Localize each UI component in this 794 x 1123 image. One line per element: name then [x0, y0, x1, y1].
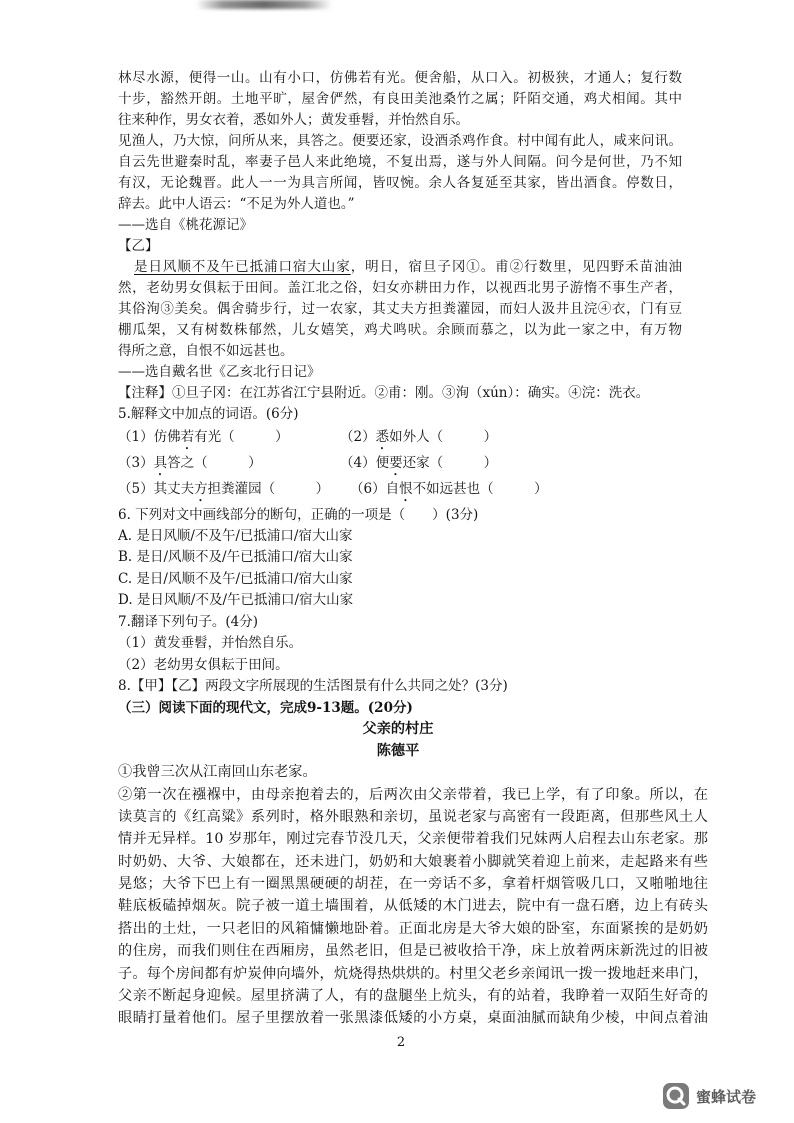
- passage-yi-line: 得所之意，自恨不如远甚也。: [118, 342, 294, 359]
- passage-yi-line: 其俗洵③美矣。偶舍骑步行，过一农家，其丈夫方担粪灌园，而妇人汲井且浣④衣，门有豆: [118, 300, 682, 317]
- article-title: 父亲的村庄: [362, 721, 434, 737]
- question-7-stem: 7.翻译下列句子。(4分): [118, 613, 259, 630]
- article-paragraph-2-line: 鞋底板磕掉烟灰。院子被一道土墙围着，从低矮的木门进去，院中有一盘石磨，边上有砖头: [118, 898, 708, 915]
- passage-jia-line: 辞去。此中人语云：“不足为外人道也。”: [118, 195, 355, 212]
- question-6-option-a: A. 是日风顺/不及午/已抵浦口/宿大山家: [118, 527, 353, 544]
- question-6-stem: 6. 下列对文中画线部分的断句，正确的一项是（ ）(3分): [118, 506, 479, 523]
- article-paragraph-2-line: 眼睛打量着他们。屋子里摆放着一张黑漆低矮的小方桌，桌面油腻而缺角少棱，中间点着油: [118, 1010, 708, 1027]
- question-5-item-1: （1）仿佛若有光（ ）: [118, 428, 289, 445]
- passage-yi-line: 然，老幼男女俱耘于田间。盖江北之俗，妇女亦耕田力作，以视西北男子游惰不事生产者，: [118, 279, 682, 296]
- passage-jia-line: 林尽水源，便得一山。山有小口，仿佛若有光。便舍船，从口入。初极狭，才通人；复行数: [118, 69, 682, 86]
- question-6-option-c: C. 是日/风顺不及午/已抵浦口/宿大山家: [118, 570, 353, 587]
- question-7-item-2: （2）老幼男女俱耘于田间。: [118, 656, 289, 673]
- passage-yi-label: 【乙】: [118, 237, 159, 254]
- exam-page-content: [118, 68, 714, 1030]
- question-5-item-3: （3）具答之（ ）: [118, 454, 262, 471]
- scan-artifact: [196, 0, 332, 9]
- question-7-item-1: （1）黄发垂髫，并怡然自乐。: [118, 635, 303, 651]
- article-paragraph-2-line: 情并无异样。10 岁那年，刚过完春节没几天，父亲便带着我们兄妹两人启程去山东老家。那: [118, 831, 708, 848]
- article-paragraph-2-line: 时奶奶、大爷、大娘都在，还未进门，奶奶和大娘裹着小脚就笑着迎上前来，走起路来有些: [118, 853, 708, 870]
- article-paragraph-2-line: 搭出的土灶，一只老旧的风箱慵懒地卧着。正面北房是大爷大娘的卧室，东面紧挨的是奶奶: [118, 920, 708, 937]
- passage-yi-line-rest: ，明日，宿旦子冈①。甫②行数里，见四野禾苗油油: [350, 258, 682, 275]
- passage-jia-line: 见渔人，乃大惊，问所从来，具答之。便要还家，设酒杀鸡作食。村中闻有此人，咸来问讯。: [118, 132, 682, 149]
- question-6-option-d: D. 是日风顺/不及/午已抵浦口/宿大山家: [118, 592, 354, 608]
- annotation-notes: 【注释】①旦子冈：在江苏省江宁县附近。②甫：刚。③洵（xún）：确实。④浣：洗衣。: [118, 384, 650, 401]
- watermark-text: 蜜蜂试卷: [696, 1087, 757, 1106]
- passage-yi-source: ——选自戴名世《乙亥北行日记》: [118, 363, 321, 380]
- passage-yi-line: 棚瓜架，又有树数株郁然，儿女嬉笑，鸡犬鸣吠。余顾而慕之，以为此一家之中，有万物: [118, 321, 682, 338]
- passage-jia-line: 有汉，无论魏晋。此人一一为具言所闻，皆叹惋。余人各复延至其家，皆出酒食。停数日，: [118, 174, 682, 191]
- question-8-stem: 8.【甲】【乙】两段文字所展现的生活图景有什么共同之处？(3分): [118, 678, 508, 694]
- article-paragraph-2-line: 子。每个房间都有炉炭伸向墙外，炕烧得热烘烘的。村里父老乡亲闻讯一拨一拨地赶来串门，: [118, 965, 708, 982]
- question-5-row: [118, 476, 708, 502]
- question-5-stem: 5.解释文中加点的词语。(6分): [118, 405, 299, 422]
- dotted-word: 恨: [399, 480, 413, 497]
- dotted-word: 悉: [375, 428, 390, 445]
- answer-blank: （ ）: [261, 480, 330, 497]
- article-paragraph-2-line: 读莫言的《红高粱》系列时，格外眼熟和亲切，虽说老家与高密有一段距离，但那些风土人: [118, 808, 708, 825]
- article-author: 陈德平: [376, 742, 420, 759]
- answer-blank: （ ）: [429, 454, 498, 471]
- question-5-item-4: （4）便要还家（ ）: [340, 454, 498, 471]
- passage-yi-line: [118, 257, 682, 278]
- question-5-row: [118, 425, 708, 450]
- answer-blank: （ ）: [429, 428, 498, 445]
- section-3-heading: （三）阅读下面的现代文，完成9-13题。(20分): [118, 699, 413, 716]
- question-6-option-b: B. 是日/风顺不及/午已抵浦口/宿大山家: [118, 549, 353, 565]
- dotted-word: 若: [180, 428, 195, 445]
- bee-q-logo-icon: [662, 1082, 690, 1110]
- article-paragraph-2-line: 父亲不断起身迎候。屋里挤满了人，有的盘腿坐上炕头，有的站着，我睁着一双陌生好奇的: [118, 988, 708, 1005]
- underlined-sentence: 是日风顺不及午已抵浦口宿大山家: [134, 258, 351, 275]
- passage-jia-line: 自云先世避秦时乱，率妻子邑人来此绝境，不复出焉，遂与外人间隔。问今是何世，乃不知: [118, 153, 682, 170]
- article-paragraph-2-line: 的住房，而我们则住在西厢房，虽然老旧，但是已被收拾干净，床上放着两床新洗过的旧被: [118, 943, 708, 960]
- question-5-item-5: （5）其丈夫方担粪灌园（ ）: [118, 480, 330, 497]
- article-paragraph-2-line: ②第一次在襁褓中，由母亲抱着去的，后两次由父亲带着，我已上学，有了印象。所以，在: [118, 786, 708, 803]
- question-5-item-2: （2）悉如外人（ ）: [340, 428, 498, 445]
- answer-blank: （ ）: [221, 428, 289, 445]
- passage-jia-line: 十步，豁然开朗。土地平旷，屋舍俨然，有良田美池桑竹之属；阡陌交通，鸡犬相闻。其中: [118, 90, 682, 107]
- dotted-word: 要: [389, 454, 403, 471]
- passage-jia-source: ——选自《桃花源记》: [118, 216, 253, 233]
- watermark: [662, 1081, 756, 1111]
- page-number: 2: [396, 1035, 406, 1050]
- dotted-word: 具: [153, 454, 168, 471]
- dotted-word: 方: [194, 480, 208, 497]
- question-5-item-6: （6）自恨不如远甚也（ ）: [350, 480, 548, 497]
- article-paragraph-2-line: 晃悠；大爷下巴上有一圈黑黑硬硬的胡茬，在一旁话不多，拿着杆烟管吸几口，又啪啪地往: [118, 876, 708, 893]
- answer-blank: （ ）: [194, 454, 262, 471]
- passage-jia-line: 往来种作，男女衣着，悉如外人；黄发垂髫，并怡然自乐。: [118, 111, 469, 128]
- question-5-row: [118, 450, 708, 476]
- article-paragraph-1: ①我曾三次从江南回山东老家。: [118, 764, 317, 780]
- answer-blank: （ ）: [480, 480, 548, 497]
